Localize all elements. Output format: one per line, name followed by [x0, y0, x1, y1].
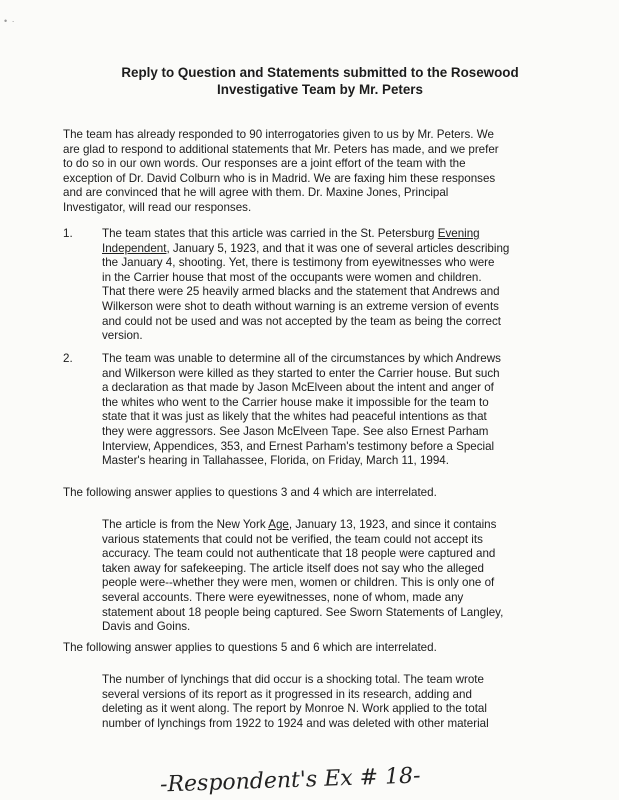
answer-3-4-line: statement about 18 people being captured. See Sworn Statements of Langley,: [102, 605, 504, 619]
newspaper-name-independent: Independent: [102, 241, 167, 255]
item-1-line: That there were 25 heavily armed blacks and the statement that Andrews and: [102, 285, 500, 299]
answer-3-4-line: Davis and Goins.: [102, 620, 191, 634]
answer-3-4-line: taken away for safekeeping. The article itself does not say who the alleged: [102, 561, 484, 575]
item-2-line: The team was unable to determine all of the circumstances by which Andrews: [102, 352, 501, 365]
answer-5-6-heading: The following answer applies to questions 5 and 6 which are interrelated.: [63, 641, 437, 654]
item-1-line: and could not be used and was not accepted by the team as being the correct: [102, 314, 501, 328]
title-line-1: Reply to Question and Statements submitted to the Rosewood: [121, 65, 519, 80]
answer-3-4-heading: The following answer applies to questions 3 and 4 which are interrelated.: [63, 486, 437, 499]
item-2-paragraph: [102, 352, 501, 469]
answer-5-6-paragraph: [102, 673, 489, 731]
item-1-line: [102, 242, 509, 257]
scan-mark: • ·: [4, 16, 16, 26]
answer-3-4-text: The article is from the New York: [102, 518, 269, 531]
item-2-line: Master's hearing in Tallahassee, Florida, on Friday, March 11, 1994.: [102, 454, 449, 468]
answer-5-6-line: number of lynchings from 1922 to 1924 and was deleted with other material: [102, 716, 489, 730]
intro-line: Investigator, will read our responses.: [63, 200, 252, 214]
newspaper-name-evening: Evening: [437, 227, 480, 240]
answer-5-6-line: several versions of its report as it progressed in its research, adding and: [102, 687, 472, 701]
intro-line: and are convinced that he will agree with them. Dr. Maxine Jones, Principal: [63, 186, 449, 200]
item-1-line: the January 4, shooting. Yet, there is testimony from eyewitnesses who were: [102, 256, 495, 270]
item-number-2: 2.: [63, 352, 73, 365]
intro-line: exception of Dr. David Colburn who is in Madrid. We are faxing him these responses: [63, 171, 496, 185]
item-1-line: [102, 227, 509, 242]
item-1-line: Wilkerson were shot to death without warning is an extreme version of events: [102, 299, 499, 313]
title-line-2: Investigative Team by Mr. Peters: [217, 82, 423, 97]
document-title: [40, 64, 600, 98]
item-1-line: version.: [102, 329, 143, 343]
intro-line: to do so in our own words. Our responses are a joint effort of the team with the: [63, 157, 466, 171]
intro-line: The team has already responded to 90 interrogatories given to us by Mr. Peters. We: [63, 128, 494, 141]
answer-3-4-line: several accounts. There were eyewitnesses, none of whom, made any: [102, 590, 464, 604]
item-number-1: 1.: [63, 227, 73, 240]
newspaper-name-age: Age: [268, 518, 289, 531]
item-1-text: The team states that this article was carried in the St. Petersburg: [102, 227, 438, 240]
item-2-line: state that it was just as likely that the whites had peaceful intentions as that: [102, 410, 487, 424]
item-2-line: the whites who went to the Carrier house make it impossible for the team to: [102, 395, 489, 409]
item-2-line: a declaration as that made by Jason McElveen about the intent and anger of: [102, 381, 494, 395]
answer-3-4-line: [102, 518, 503, 533]
answer-5-6-line: deleting as it went along. The report by Monroe N. Work applied to the total: [102, 702, 487, 716]
answer-3-4-line: people were--whether they were men, women or children. This is only one of: [102, 576, 495, 590]
item-1-paragraph: [102, 227, 509, 344]
handwritten-exhibit-label: -Respondent's Ex # 18-: [159, 763, 421, 798]
item-2-line: and Wilkerson were killed as they started to enter the Carrier house. But such: [102, 366, 500, 380]
answer-3-4-line: accuracy. The team could not authenticate that 18 people were captured and: [102, 547, 496, 561]
intro-line: are glad to respond to additional statements that Mr. Peters has made, and we prefer: [63, 142, 499, 156]
item-1-line: in the Carrier house that most of the occupants were women and children.: [102, 270, 482, 284]
item-1-text: , January 5, 1923, and that it was one of several articles describing: [166, 241, 510, 255]
answer-3-4-paragraph: [102, 518, 503, 635]
item-2-line: Interview, Appendices, 353, and Ernest Parham's testimony before a Special: [102, 439, 495, 453]
intro-paragraph: [63, 128, 499, 216]
answer-5-6-line: The number of lynchings that did occur is a shocking total. The team wrote: [102, 673, 484, 686]
answer-3-4-text: , January 13, 1923, and since it contains: [288, 518, 497, 531]
item-2-line: they were aggressors. See Jason McElveen Tape. See also Ernest Parham: [102, 424, 489, 438]
answer-3-4-line: various statements that could not be verified, the team could not accept its: [102, 532, 483, 546]
